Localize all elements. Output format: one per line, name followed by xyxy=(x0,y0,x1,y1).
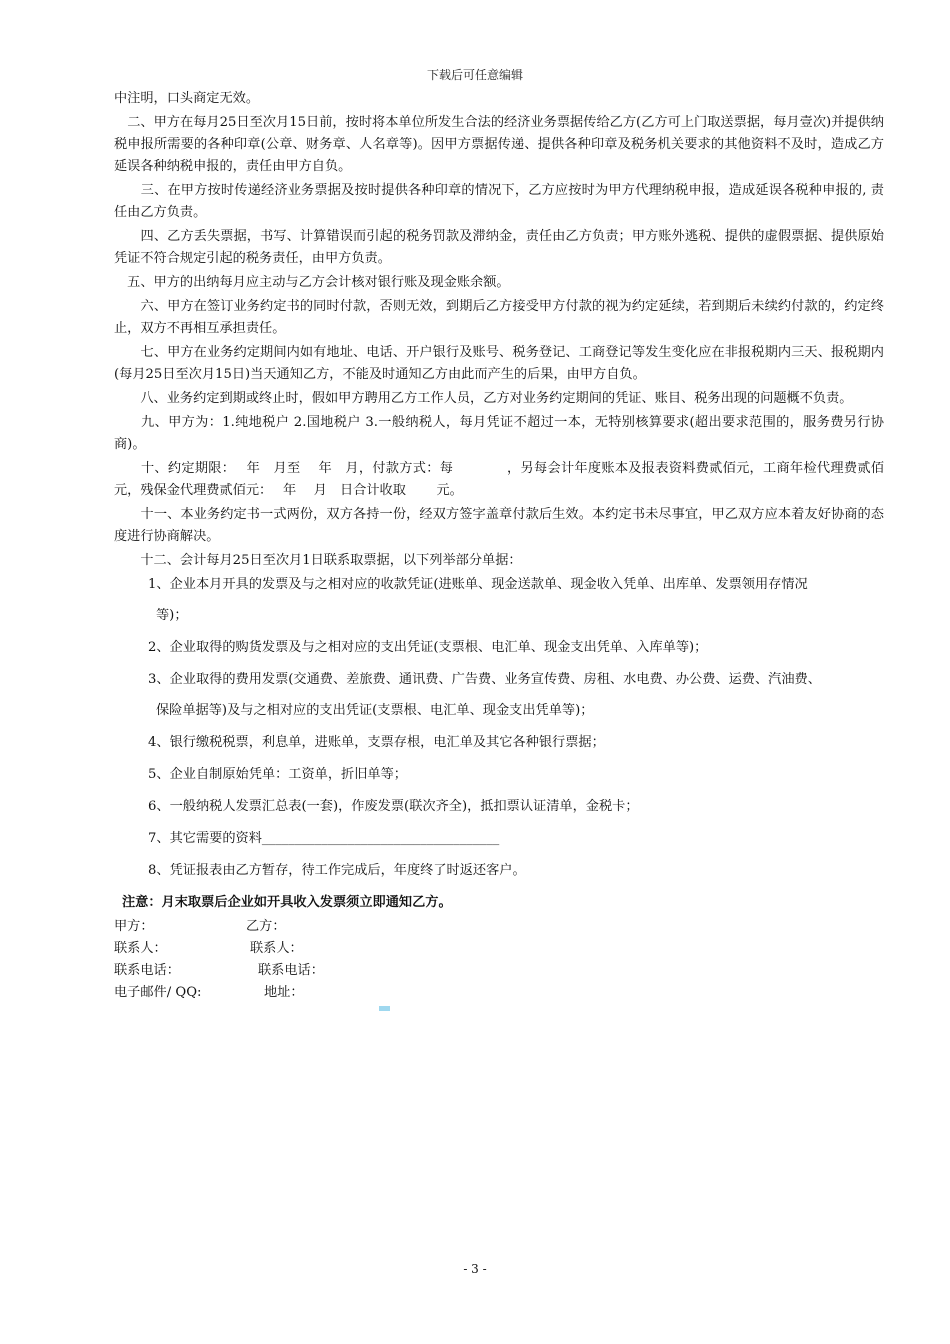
party-b-address: 地址： xyxy=(264,985,304,1000)
list-item-text: 4、银行缴税税票，利息单，进账单，支票存根，电汇单及其它各种银行票据； xyxy=(148,735,605,750)
list-item-text: 7、其它需要的资料____________________________________ xyxy=(148,831,500,846)
list-item-text: 5、企业自制原始凭单：工资单，折旧单等； xyxy=(148,767,407,782)
page-number: - 3 - xyxy=(463,1262,487,1276)
list-item xyxy=(114,637,884,659)
party-a-contact: 联系人： xyxy=(114,941,167,956)
paragraph: 五、甲方的出纳每月应主动与乙方会计核对银行账及现金账余额。 xyxy=(114,275,510,290)
list-item-text: 1、企业本月开具的发票及与之相对应的收款凭证(进账单、现金送款单、现金收入凭单、出库单、发票领用存情况 xyxy=(148,577,808,592)
signature-block xyxy=(114,916,884,1004)
party-a-label: 甲方： xyxy=(114,919,154,934)
list-item-text: 2、企业取得的购货发票及与之相对应的支出凭证(支票根、电汇单、现金支出凭单、入库单等)； xyxy=(148,640,708,655)
page-header: 下载后可任意编辑 xyxy=(426,68,523,82)
list-item-continuation: 保险单据等)及与之相对应的支出凭证(支票根、电汇单、现金支出凭单等)； xyxy=(156,703,594,718)
paragraph: 二、甲方在每月25日至次月15日前，按时将本单位所发生合法的经济业务票据传给乙方(乙方可上门取送票据，每月壹次)并提供纳税申报所需要的各种印章(公章、财务章、人名章等)。因甲方票据传递、提供各种印章及税务机关要求的其他资料不及时，造成乙方延误各种纳税申报的，责任由甲方自负。 xyxy=(114,115,884,174)
list-item xyxy=(114,796,884,818)
paragraph: 七、甲方在业务约定期间内如有地址、电话、开户银行及账号、税务登记、工商登记等发生变化应在非报税期内三天、报税期内(每月25日至次月15日)当天通知乙方，不能及时通知乙方由此而产生的后果，由甲方自负。 xyxy=(114,345,884,382)
list-item xyxy=(114,732,884,754)
list-item-text: 6、一般纳税人发票汇总表(一套)，作废发票(联次齐全)，抵扣票认证清单，金税卡； xyxy=(148,799,639,814)
paragraph: 三、在甲方按时传递经济业务票据及按时提供各种印章的情况下，乙方应按时为甲方代理纳税申报，造成延误各税种申报的, 责任由乙方负责。 xyxy=(114,183,884,220)
signature-row xyxy=(114,938,884,960)
paragraph: 十二、会计每月25日至次月1日联系取票据，以下列举部分单据： xyxy=(114,553,522,568)
party-a-email: 电子邮件/ QQ: xyxy=(114,985,202,1000)
list-item xyxy=(114,574,884,627)
party-b-label: 乙方： xyxy=(246,919,286,934)
list-item xyxy=(114,764,884,786)
party-b-phone: 联系电话： xyxy=(258,963,324,978)
contract-body xyxy=(114,88,884,1004)
list-item xyxy=(114,669,884,722)
list-item-text: 3、企业取得的费用发票(交通费、差旅费、通讯费、广告费、业务宣传费、房租、水电费、办公费、运费、汽油费、 xyxy=(148,672,821,687)
list-item xyxy=(114,860,884,882)
document-list xyxy=(114,574,884,882)
list-item-continuation: 等)； xyxy=(156,608,188,623)
paragraph: 九、甲方为：1.纯地税户 2.国地税户 3.一般纳税人，每月凭证不超过一本，无特别核算要求(超出要求范围的，服务费另行协商)。 xyxy=(114,415,884,452)
notice-text: 注意：月末取票后企业如开具收入发票须立即通知乙方。 xyxy=(122,895,452,910)
party-b-contact: 联系人： xyxy=(250,941,303,956)
signature-row xyxy=(114,916,884,938)
party-a-phone: 联系电话： xyxy=(114,963,180,978)
paragraph: 四、乙方丢失票据，书写、计算错误而引起的税务罚款及滞纳金，责任由乙方负责；甲方账外逃税、提供的虚假票据、提供原始凭证不符合规定引起的税务责任，由甲方负责。 xyxy=(114,229,884,266)
paragraph: 八、业务约定到期或终止时，假如甲方聘用乙方工作人员，乙方对业务约定期间的凭证、账目、税务出现的问题概不负责。 xyxy=(114,391,853,406)
highlight-mark xyxy=(379,1006,390,1011)
signature-row xyxy=(114,960,884,982)
paragraph: 中注明，口头商定无效。 xyxy=(114,91,260,106)
paragraph: 六、甲方在签订业务约定书的同时付款，否则无效，到期后乙方接受甲方付款的视为约定延续，若到期后未续约付款的，约定终止，双方不再相互承担责任。 xyxy=(114,299,884,336)
paragraph: 十一、本业务约定书一式两份，双方各持一份，经双方签字盖章付款后生效。本约定书未尽事宜，甲乙双方应本着友好协商的态度进行协商解决。 xyxy=(114,507,884,544)
list-item-text: 8、凭证报表由乙方暂存，待工作完成后，年度终了时返还客户。 xyxy=(148,863,526,878)
list-item xyxy=(114,828,884,850)
paragraph: 十、约定期限： 年 月至 年 月，付款方式：每 ，另每会计年度账本及报表资料费贰佰元，工商年检代理费贰佰元，残保金代理费贰佰元： 年 月 日合计收取 元。 xyxy=(114,461,884,498)
signature-row xyxy=(114,982,884,1004)
